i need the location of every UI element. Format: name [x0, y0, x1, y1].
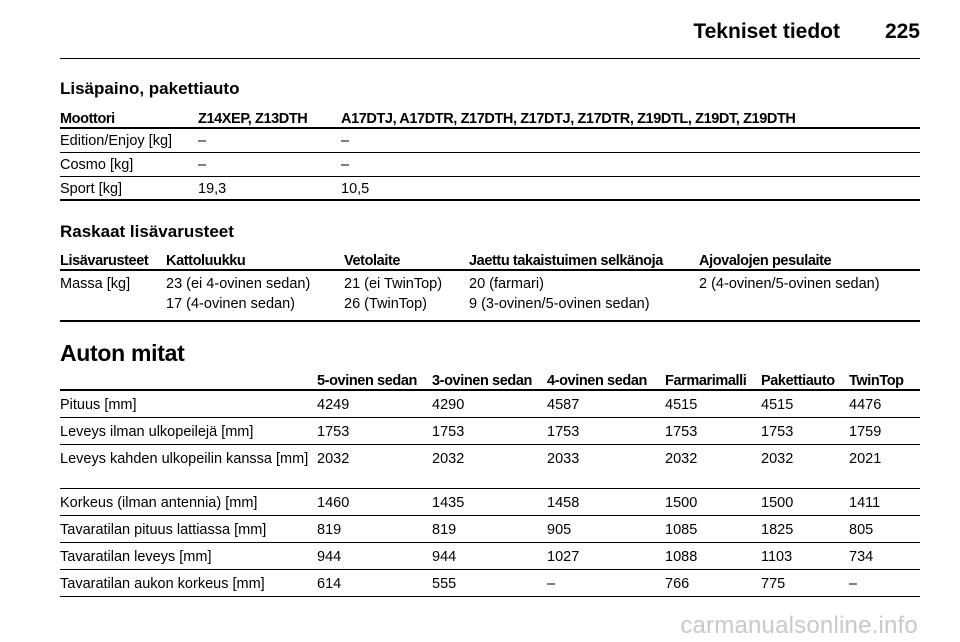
- table-cell: 1753: [547, 424, 580, 440]
- col-header: Farmarimalli: [665, 373, 747, 389]
- table-cell: 1085: [665, 522, 698, 538]
- table-row: [60, 516, 920, 543]
- table-cell: 4249: [317, 397, 350, 413]
- table-cell: 1759: [849, 424, 882, 440]
- watermark: carmanualsonline.info: [680, 612, 918, 639]
- table-cell: 23 (ei 4-ovinen sedan): [166, 276, 311, 292]
- table-cell: 1500: [761, 495, 794, 511]
- table-cell: 775: [761, 576, 786, 592]
- col-header: Lisävarusteet: [60, 253, 149, 269]
- table-cell: 2 (4-ovinen/5-ovinen sedan): [699, 276, 880, 292]
- table-cell: –: [341, 156, 350, 173]
- col-header: Jaettu takaistuimen selkänoja: [469, 253, 663, 269]
- table-cell: 1435: [432, 495, 465, 511]
- table-cell: 2021: [849, 451, 882, 467]
- row-label: [60, 294, 166, 321]
- table-cell: 1103: [761, 549, 793, 565]
- table-row: [60, 270, 920, 294]
- table-cell: 4476: [849, 397, 882, 413]
- table-cell: 19,3: [198, 180, 227, 197]
- table-cell: [699, 294, 920, 321]
- table-row: [60, 418, 920, 445]
- page-number: 225: [884, 20, 920, 43]
- table-cell: 2032: [665, 451, 698, 467]
- table-cell: 944: [317, 549, 342, 565]
- table-cell: 26 (TwinTop): [344, 296, 428, 312]
- table-cell: –: [198, 156, 207, 173]
- table-cell: 1027: [547, 549, 580, 565]
- table-cell: 805: [849, 522, 874, 538]
- table-cell: 2032: [432, 451, 465, 467]
- row-label: Tavaratilan leveys [mm]: [60, 549, 212, 565]
- col-header: Ajovalojen pesulaite: [699, 253, 832, 269]
- table-cell: 10,5: [341, 180, 370, 197]
- table-cell: 1411: [849, 495, 881, 511]
- col-header: 4-ovinen sedan: [547, 373, 647, 389]
- table-cell: 4515: [665, 397, 698, 413]
- table-cell: 766: [665, 576, 690, 592]
- table-cell: 1088: [665, 549, 698, 565]
- section-title-heavy-accessories: Raskaat lisävarusteet: [60, 222, 234, 241]
- section-title-dimensions: Auton mitat: [60, 340, 185, 366]
- table-cell: 2033: [547, 451, 580, 467]
- table-cell: –: [341, 133, 350, 149]
- col-header: Moottori: [60, 111, 115, 127]
- section-title-extra-weight: Lisäpaino, pakettiauto: [60, 79, 240, 98]
- table-header-row: [60, 373, 920, 390]
- table-cell: 734: [849, 549, 874, 565]
- table-cell: –: [198, 133, 207, 149]
- row-label: Massa [kg]: [60, 276, 131, 292]
- col-header: [60, 373, 317, 390]
- table-row: [60, 294, 920, 321]
- col-header: Vetolaite: [344, 253, 401, 269]
- table-cell: 1753: [665, 424, 698, 440]
- table-cell: 819: [432, 522, 457, 538]
- table-cell: 20 (farmari): [469, 276, 544, 292]
- row-label: Pituus [mm]: [60, 397, 137, 413]
- table-cell: 614: [317, 576, 342, 592]
- table-cell: 21 (ei TwinTop): [344, 276, 443, 292]
- table-row: [60, 390, 920, 418]
- row-label: Korkeus (ilman antennia) [mm]: [60, 495, 258, 511]
- dimensions-table: [60, 373, 920, 597]
- table-cell: 944: [432, 549, 457, 565]
- table-row: [60, 176, 920, 200]
- table-cell: 555: [432, 576, 457, 592]
- table-cell: 4515: [761, 397, 794, 413]
- col-header: 5-ovinen sedan: [317, 373, 417, 389]
- table-cell: 1460: [317, 495, 350, 511]
- heavy-accessories-table: [60, 252, 920, 322]
- table-cell: 1825: [761, 522, 794, 538]
- table-cell: 2032: [761, 451, 794, 467]
- row-label: Tavaratilan aukon korkeus [mm]: [60, 576, 265, 592]
- table-cell: 905: [547, 522, 572, 538]
- col-header: Pakettiauto: [761, 373, 835, 389]
- table-cell: 1458: [547, 495, 580, 511]
- table-row: [60, 128, 920, 152]
- col-header: A17DTJ, A17DTR, Z17DTH, Z17DTJ, Z17DTR, Z19DTL, Z19DT, Z19DTH: [341, 111, 796, 127]
- header-divider: [60, 58, 920, 59]
- table-cell: 1753: [432, 424, 465, 440]
- table-cell: 17 (4-ovinen sedan): [166, 296, 295, 312]
- table-cell: 1753: [761, 424, 794, 440]
- table-header-row: [60, 252, 920, 270]
- extra-weight-table: [60, 110, 920, 201]
- row-label: Leveys kahden ulkopeilin kanssa [mm]: [60, 451, 309, 467]
- col-header: Z14XEP, Z13DTH: [198, 111, 308, 127]
- col-header: Kattoluukku: [166, 253, 246, 269]
- col-header: 3-ovinen sedan: [432, 373, 532, 389]
- table-row: [60, 570, 920, 597]
- row-label: Edition/Enjoy [kg]: [60, 133, 173, 149]
- table-row: [60, 152, 920, 176]
- table-cell: 1500: [665, 495, 698, 511]
- table-cell: 4587: [547, 397, 580, 413]
- table-cell: 2032: [317, 451, 350, 467]
- page-header: [60, 10, 920, 50]
- table-header-row: [60, 110, 920, 128]
- table-cell: 819: [317, 522, 342, 538]
- page-title: Tekniset tiedot: [693, 20, 840, 43]
- table-cell: –: [547, 576, 556, 592]
- table-cell: 1753: [317, 424, 350, 440]
- col-header: TwinTop: [849, 373, 904, 389]
- table-cell: 9 (3-ovinen/5-ovinen sedan): [469, 296, 650, 312]
- row-label: Sport [kg]: [60, 180, 123, 197]
- table-cell: –: [849, 576, 858, 592]
- row-label: Cosmo [kg]: [60, 156, 134, 173]
- row-label: Leveys ilman ulkopeilejä [mm]: [60, 424, 254, 440]
- table-row: [60, 543, 920, 570]
- row-label: Tavaratilan pituus lattiassa [mm]: [60, 522, 267, 538]
- table-row: [60, 489, 920, 516]
- table-row: [60, 445, 920, 489]
- table-cell: 4290: [432, 397, 465, 413]
